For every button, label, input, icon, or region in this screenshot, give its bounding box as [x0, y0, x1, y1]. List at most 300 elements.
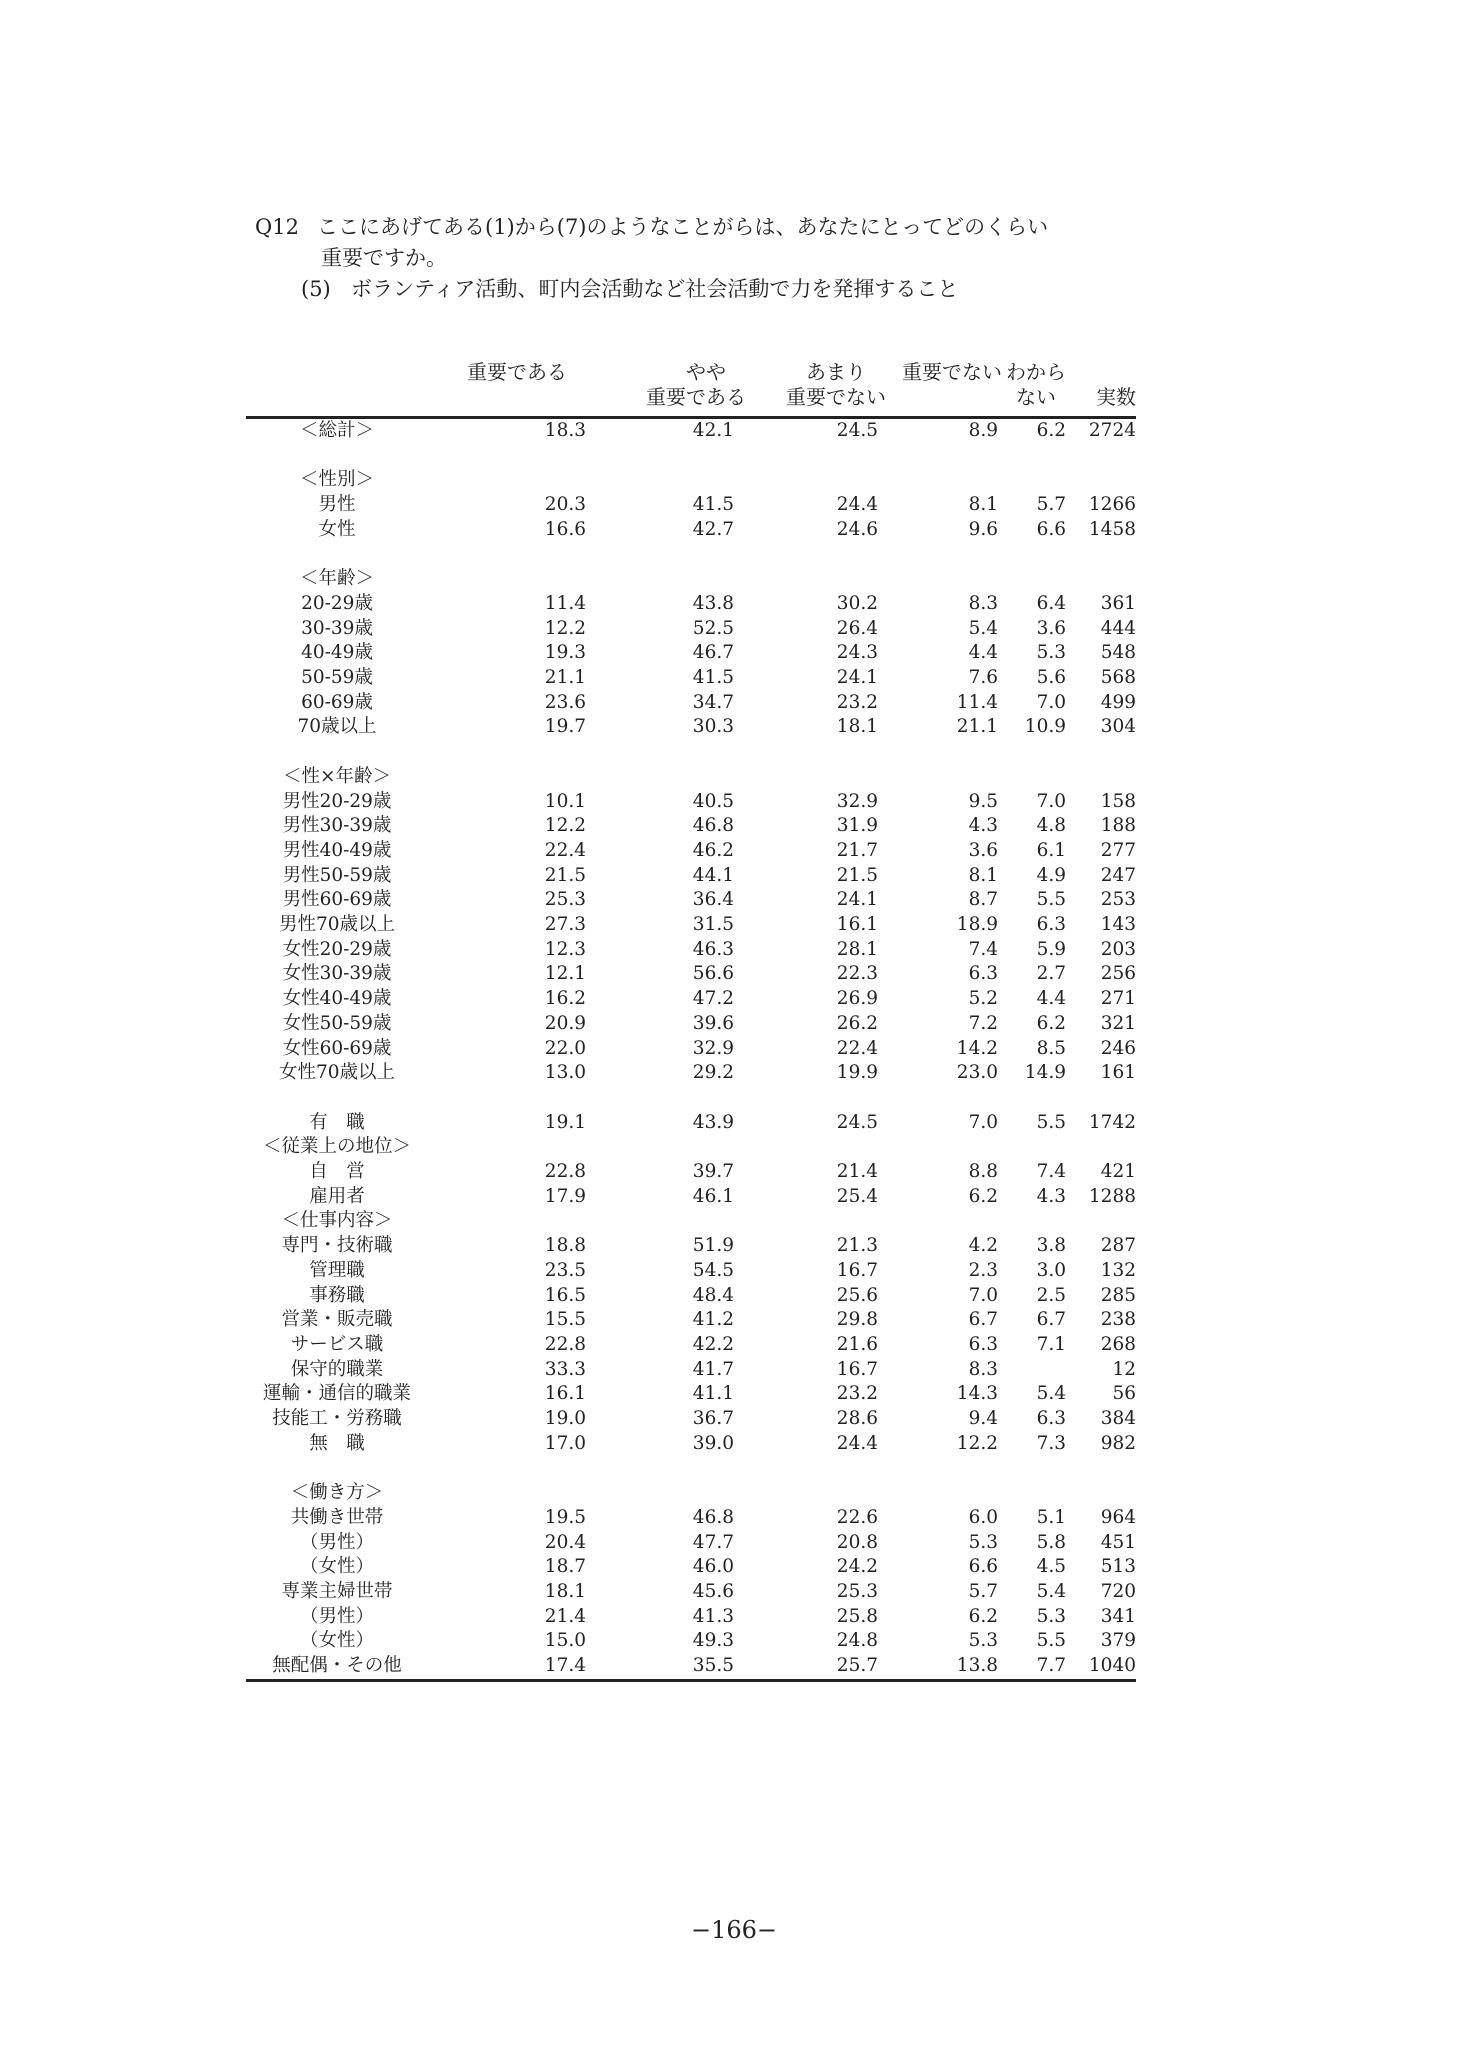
cell-col-3: 20.8 [836, 1531, 878, 1553]
cell-col-5: 7.4 [1036, 1161, 1066, 1183]
cell-col-4: 8.8 [968, 1161, 998, 1183]
cell-col-4: 9.4 [968, 1408, 998, 1430]
cell-col-2: 41.5 [692, 494, 734, 516]
table-row [246, 518, 1136, 543]
table-row [246, 1308, 1136, 1333]
cell-col-6: 1742 [1088, 1111, 1136, 1133]
cell-col-4 [886, 543, 1002, 568]
cell-col-5: 6.2 [1036, 1012, 1066, 1034]
cell-col-2: 46.7 [692, 642, 734, 664]
row-label: 有 職 [309, 1111, 365, 1133]
cell-col-3: 28.1 [836, 938, 878, 960]
cell-col-5: 5.4 [1036, 1383, 1066, 1405]
cell-col-3 [746, 543, 886, 568]
cell-col-4 [886, 1209, 1002, 1234]
cell-col-4: 6.2 [968, 1185, 998, 1207]
question-number: Q12 [255, 215, 299, 239]
cell-col-6: 2724 [1088, 420, 1136, 441]
cell-col-1: 17.0 [544, 1432, 586, 1454]
cell-col-4: 8.9 [968, 420, 998, 441]
cell-col-3 [746, 468, 886, 493]
cell-col-4: 8.1 [968, 494, 998, 516]
table-row [246, 691, 1136, 716]
cell-col-4: 13.8 [886, 1654, 1002, 1680]
cell-col-3: 16.7 [836, 1358, 878, 1380]
cell-col-6: 132 [1100, 1259, 1136, 1281]
cell-col-6: 548 [1100, 642, 1136, 664]
row-label: 女性70歳以上 [278, 1062, 396, 1084]
question-item-text: ボランティア活動、町内会活動など社会活動で力を発揮すること [351, 277, 959, 301]
cell-col-1: 20.4 [544, 1531, 586, 1553]
cell-col-6: 287 [1100, 1235, 1136, 1257]
table-row [246, 715, 1136, 740]
row-label: 男性 [318, 494, 356, 516]
row-label: 30-39歳 [301, 617, 373, 639]
cell-col-5: 7.0 [1036, 691, 1066, 713]
cell-col-4 [886, 1086, 1002, 1111]
table-row [246, 1456, 1136, 1481]
cell-col-1 [428, 567, 606, 592]
cell-col-6: 513 [1100, 1556, 1136, 1578]
cell-col-4: 5.7 [968, 1580, 998, 1602]
cell-col-4: 18.9 [956, 914, 998, 936]
header-col-3: あまり 重要でない [746, 360, 886, 418]
cell-col-3: 18.1 [836, 716, 878, 738]
cell-col-4 [886, 444, 1002, 469]
cell-col-3: 25.3 [836, 1580, 878, 1602]
cell-col-1 [428, 1135, 606, 1160]
cell-col-2: 42.1 [692, 420, 734, 441]
table-row [246, 543, 1136, 568]
table-row [246, 1481, 1136, 1506]
table-row [246, 1555, 1136, 1580]
page-number: −166− [690, 1916, 778, 1944]
cell-col-5: 4.9 [1036, 864, 1066, 886]
cell-col-1: 12.2 [544, 815, 586, 837]
cell-col-6: 256 [1100, 963, 1136, 985]
row-label: ＜従業上の地位＞ [262, 1136, 411, 1158]
table-row [246, 938, 1136, 963]
cell-col-1 [428, 543, 606, 568]
cell-col-6 [1070, 1481, 1136, 1506]
cell-col-3 [746, 1456, 886, 1481]
row-label: （女性） [299, 1630, 374, 1652]
cell-col-5: 4.4 [1036, 988, 1066, 1010]
cell-col-6: 1288 [1088, 1185, 1136, 1207]
cell-col-2: 43.8 [692, 592, 734, 614]
cell-col-4: 8.3 [968, 1358, 998, 1380]
cell-col-6: 568 [1100, 667, 1136, 688]
cell-col-4: 2.3 [968, 1259, 998, 1281]
cell-col-2: 46.8 [692, 1506, 734, 1528]
cell-col-1: 21.5 [544, 864, 586, 886]
cell-col-3: 21.7 [836, 839, 878, 861]
cell-col-4: 5.2 [968, 988, 998, 1010]
cell-col-6: 341 [1100, 1605, 1136, 1627]
cell-col-6: 444 [1100, 617, 1136, 639]
cell-col-2: 41.3 [692, 1605, 734, 1627]
table-row [246, 1506, 1136, 1531]
cell-col-3: 22.6 [836, 1506, 878, 1528]
cell-col-4 [886, 1456, 1002, 1481]
cell-col-5 [1002, 1135, 1070, 1160]
table-row [246, 790, 1136, 815]
cell-col-4: 3.6 [968, 839, 998, 861]
cell-col-5 [1002, 765, 1070, 790]
question-text-1: ここにあげてある(1)から(7)のようなことがらは、あなたにとってどのくらい [317, 215, 1049, 239]
cell-col-5 [1002, 1086, 1070, 1111]
row-label: 男性40-49歳 [282, 839, 392, 861]
cell-col-3: 16.1 [836, 914, 878, 936]
table-row [246, 641, 1136, 666]
row-label: 運輸・通信的職業 [262, 1383, 411, 1405]
cell-col-3: 24.4 [836, 494, 878, 516]
row-label: 男性30-39歳 [282, 815, 392, 837]
cell-col-1: 16.5 [544, 1284, 586, 1306]
cell-col-1: 10.1 [544, 790, 586, 812]
cell-col-6 [1070, 1456, 1136, 1481]
row-label: 女性50-59歳 [282, 1012, 392, 1034]
cell-col-5: 3.8 [1036, 1235, 1066, 1257]
cell-col-3: 21.4 [836, 1161, 878, 1183]
cell-col-2: 48.4 [692, 1284, 734, 1306]
cell-col-5: 5.7 [1036, 494, 1066, 516]
cell-col-3: 24.4 [836, 1432, 878, 1454]
cell-col-3: 28.6 [836, 1408, 878, 1430]
cell-col-3 [746, 1481, 886, 1506]
cell-col-2 [606, 444, 746, 469]
table-row [246, 1209, 1136, 1234]
cell-col-3 [746, 740, 886, 765]
cell-col-4 [886, 1481, 1002, 1506]
row-label: ＜性別＞ [299, 469, 374, 491]
table-row [246, 418, 1136, 444]
cell-col-1: 25.3 [544, 889, 586, 911]
table-row [246, 740, 1136, 765]
cell-col-6: 1458 [1088, 518, 1136, 540]
cell-col-6 [1070, 1135, 1136, 1160]
row-label: （女性） [299, 1556, 374, 1578]
cell-col-1: 18.8 [544, 1235, 586, 1257]
cell-col-3: 16.7 [836, 1259, 878, 1281]
row-label: 女性30-39歳 [282, 963, 392, 985]
cell-col-3: 22.3 [836, 963, 878, 985]
cell-col-5: 7.3 [1036, 1432, 1066, 1454]
cell-col-5: 5.3 [1036, 1605, 1066, 1627]
cell-col-6 [1070, 444, 1136, 469]
cell-col-2: 36.7 [692, 1408, 734, 1430]
cell-col-5: 3.0 [1036, 1259, 1066, 1281]
table-row [246, 1358, 1136, 1383]
row-label: ＜年齢＞ [299, 568, 374, 590]
cell-col-4: 9.6 [968, 518, 998, 540]
table-row [246, 765, 1136, 790]
cell-col-6: 161 [1100, 1062, 1136, 1084]
row-label: 無配偶・その他 [246, 1654, 428, 1680]
question-item-number: (5) [301, 277, 331, 301]
cell-col-3: 26.2 [836, 1012, 878, 1034]
cell-col-4 [886, 740, 1002, 765]
cell-col-3: 26.4 [836, 617, 878, 639]
table-row [246, 839, 1136, 864]
results-table-wrap [246, 360, 1136, 1682]
cell-col-2 [606, 740, 746, 765]
table-row [246, 444, 1136, 469]
cell-col-3: 25.8 [836, 1605, 878, 1627]
cell-col-1: 21.1 [544, 667, 586, 688]
row-label: 50-59歳 [301, 667, 373, 688]
header-col-1: 重要である [428, 360, 606, 418]
cell-col-4: 11.4 [956, 691, 998, 713]
cell-col-4: 8.3 [968, 592, 998, 614]
cell-col-6: 12 [1112, 1358, 1136, 1380]
cell-col-1 [428, 468, 606, 493]
cell-col-6: 56 [1112, 1383, 1136, 1405]
cell-col-6: 361 [1100, 592, 1136, 614]
cell-col-2: 42.2 [692, 1333, 734, 1355]
table-row [246, 1382, 1136, 1407]
cell-col-4: 7.6 [968, 667, 998, 688]
table-row [246, 1407, 1136, 1432]
header-col-6: 実数 [1070, 360, 1136, 418]
row-label: 男性70歳以上 [278, 914, 396, 936]
cell-col-2: 41.1 [692, 1383, 734, 1405]
cell-col-5: 4.5 [1036, 1556, 1066, 1578]
cell-col-1: 20.3 [544, 494, 586, 516]
cell-col-2: 31.5 [692, 914, 734, 936]
cell-col-5: 8.5 [1036, 1037, 1066, 1059]
row-label: 専業主婦世帯 [281, 1580, 393, 1602]
cell-col-3 [746, 1135, 886, 1160]
row-label: 男性60-69歳 [282, 889, 392, 911]
cell-col-3: 24.3 [836, 642, 878, 664]
cell-col-5: 10.9 [1024, 716, 1066, 738]
cell-col-1: 17.4 [428, 1654, 606, 1680]
table-row [246, 962, 1136, 987]
cell-col-5: 5.8 [1036, 1531, 1066, 1553]
cell-col-6 [1070, 1209, 1136, 1234]
cell-col-5: 6.1 [1036, 839, 1066, 861]
cell-col-5: 5.5 [1036, 889, 1066, 911]
row-label [246, 1456, 428, 1481]
cell-col-1: 13.0 [544, 1062, 586, 1084]
cell-col-5: 5.5 [1036, 1630, 1066, 1652]
cell-col-2: 39.7 [692, 1161, 734, 1183]
cell-col-2 [606, 1086, 746, 1111]
cell-col-2: 34.7 [692, 691, 734, 713]
table-row [246, 617, 1136, 642]
question-line-1 [255, 212, 1255, 243]
cell-col-6 [1070, 765, 1136, 790]
row-label: 技能工・労務職 [272, 1408, 402, 1430]
cell-col-2: 40.5 [692, 790, 734, 812]
cell-col-4: 9.5 [968, 790, 998, 812]
cell-col-5: 5.5 [1036, 1111, 1066, 1133]
cell-col-5 [1002, 1358, 1070, 1383]
cell-col-5 [1002, 1481, 1070, 1506]
cell-col-5: 6.4 [1036, 592, 1066, 614]
cell-col-1 [428, 1086, 606, 1111]
cell-col-1: 16.1 [544, 1383, 586, 1405]
cell-col-2: 43.9 [692, 1111, 734, 1133]
cell-col-3: 25.4 [836, 1185, 878, 1207]
cell-col-3: 32.9 [836, 790, 878, 812]
cell-col-4 [886, 765, 1002, 790]
table-body [246, 418, 1136, 1681]
cell-col-1: 33.3 [544, 1358, 586, 1380]
cell-col-3 [746, 567, 886, 592]
cell-col-1: 11.4 [544, 592, 586, 614]
cell-col-6: 246 [1100, 1037, 1136, 1059]
row-label [246, 740, 428, 765]
cell-col-4 [886, 567, 1002, 592]
cell-col-4: 8.1 [968, 864, 998, 886]
cell-col-3: 24.6 [836, 518, 878, 540]
cell-col-4: 4.4 [968, 642, 998, 664]
cell-col-1: 22.8 [544, 1161, 586, 1183]
cell-col-5: 14.9 [1024, 1062, 1066, 1084]
cell-col-1 [428, 1481, 606, 1506]
table-row [246, 1605, 1136, 1630]
row-label: 営業・販売職 [281, 1309, 393, 1331]
row-label: 女性60-69歳 [282, 1037, 392, 1059]
table-row [246, 987, 1136, 1012]
cell-col-6: 203 [1100, 938, 1136, 960]
cell-col-4: 5.3 [968, 1531, 998, 1553]
cell-col-4: 6.3 [968, 1333, 998, 1355]
cell-col-6: 158 [1100, 790, 1136, 812]
cell-col-3: 23.2 [836, 1383, 878, 1405]
cell-col-6: 271 [1100, 988, 1136, 1010]
results-table [246, 360, 1136, 1682]
cell-col-5 [1002, 444, 1070, 469]
row-label: 女性20-29歳 [282, 938, 392, 960]
cell-col-5: 7.0 [1036, 790, 1066, 812]
cell-col-1: 22.4 [544, 839, 586, 861]
cell-col-4: 4.3 [968, 815, 998, 837]
cell-col-6: 421 [1100, 1161, 1136, 1183]
cell-col-3: 24.1 [836, 889, 878, 911]
table-row [246, 1185, 1136, 1210]
cell-col-6: 964 [1100, 1506, 1136, 1528]
cell-col-3: 26.9 [836, 988, 878, 1010]
row-label: 女性40-49歳 [282, 988, 392, 1010]
cell-col-6: 253 [1100, 889, 1136, 911]
table-row [246, 1037, 1136, 1062]
table-row [246, 468, 1136, 493]
row-label: 保守的職業 [290, 1358, 384, 1380]
cell-col-1: 16.2 [544, 988, 586, 1010]
cell-col-1: 16.6 [544, 518, 586, 540]
table-row [246, 1234, 1136, 1259]
header-col-2: やや 重要である [606, 360, 746, 418]
cell-col-2: 46.3 [692, 938, 734, 960]
cell-col-5: 6.2 [1036, 420, 1066, 441]
cell-col-5: 5.1 [1036, 1506, 1066, 1528]
cell-col-1 [428, 1209, 606, 1234]
cell-col-3: 23.2 [836, 691, 878, 713]
header-col-4: 重要でない [886, 360, 1002, 418]
cell-col-5: 4.3 [1036, 1185, 1066, 1207]
cell-col-6: 321 [1100, 1012, 1136, 1034]
cell-col-2: 44.1 [692, 864, 734, 886]
cell-col-2 [606, 1209, 746, 1234]
cell-col-2: 30.3 [692, 716, 734, 738]
row-label: 男性50-59歳 [282, 864, 392, 886]
table-row [246, 1160, 1136, 1185]
cell-col-2 [606, 468, 746, 493]
cell-col-4: 6.2 [968, 1605, 998, 1627]
cell-col-2: 42.7 [692, 518, 734, 540]
row-label: 40-49歳 [301, 642, 373, 664]
cell-col-1: 21.4 [544, 1605, 586, 1627]
cell-col-1: 19.7 [544, 716, 586, 738]
cell-col-4: 12.2 [956, 1432, 998, 1454]
table-row [246, 1531, 1136, 1556]
cell-col-1: 18.3 [544, 420, 586, 441]
cell-col-5: 6.3 [1036, 914, 1066, 936]
row-label: 男性20-29歳 [282, 790, 392, 812]
cell-col-5: 7.7 [1002, 1654, 1070, 1680]
table-row [246, 1629, 1136, 1654]
row-label: 管理職 [309, 1259, 365, 1281]
cell-col-1: 18.1 [544, 1580, 586, 1602]
cell-col-5: 7.1 [1036, 1333, 1066, 1355]
cell-col-1 [428, 1456, 606, 1481]
cell-col-6 [1070, 740, 1136, 765]
cell-col-4: 23.0 [956, 1062, 998, 1084]
table-row [246, 913, 1136, 938]
cell-col-5: 6.6 [1036, 518, 1066, 540]
cell-col-2: 49.3 [692, 1630, 734, 1652]
table-row [246, 1061, 1136, 1086]
cell-col-2 [606, 1456, 746, 1481]
table-row [246, 493, 1136, 518]
table-row [246, 1259, 1136, 1284]
cell-col-1: 15.5 [544, 1309, 586, 1331]
cell-col-6 [1070, 567, 1136, 592]
row-label: 70歳以上 [297, 716, 377, 738]
cell-col-2: 36.4 [692, 889, 734, 911]
table-row [246, 1012, 1136, 1037]
cell-col-4: 7.2 [968, 1012, 998, 1034]
cell-col-2 [606, 765, 746, 790]
cell-col-6: 188 [1100, 815, 1136, 837]
cell-col-5: 6.3 [1036, 1408, 1066, 1430]
cell-col-3 [746, 765, 886, 790]
cell-col-5 [1002, 468, 1070, 493]
cell-col-2: 41.7 [692, 1358, 734, 1380]
cell-col-2: 41.2 [692, 1309, 734, 1331]
cell-col-3: 31.9 [836, 815, 878, 837]
row-label: 共働き世帯 [290, 1506, 384, 1528]
cell-col-2: 56.6 [692, 963, 734, 985]
cell-col-2 [606, 567, 746, 592]
cell-col-3: 25.6 [836, 1284, 878, 1306]
row-label: 無 職 [309, 1432, 365, 1454]
cell-col-1: 15.0 [544, 1630, 586, 1652]
cell-col-2: 47.2 [692, 988, 734, 1010]
cell-col-2: 46.1 [692, 1185, 734, 1207]
cell-col-5: 5.6 [1036, 667, 1066, 688]
question-item [255, 274, 1255, 305]
cell-col-1: 12.1 [544, 963, 586, 985]
cell-col-5: 5.9 [1036, 938, 1066, 960]
cell-col-2: 46.2 [692, 839, 734, 861]
row-label [246, 1086, 428, 1111]
cell-col-4: 6.7 [968, 1309, 998, 1331]
cell-col-1: 27.3 [544, 914, 586, 936]
